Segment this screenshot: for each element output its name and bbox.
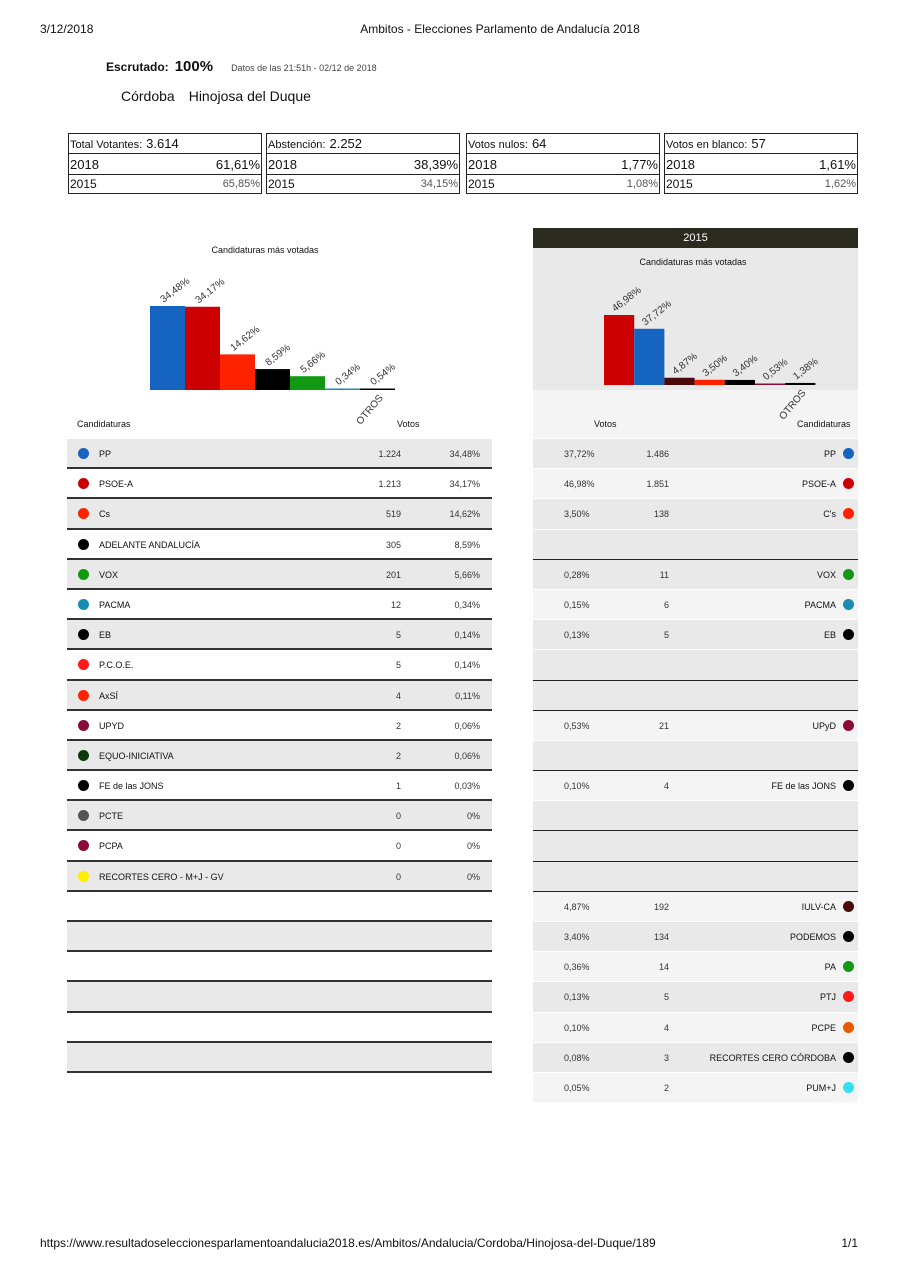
party-dot-icon <box>78 599 89 610</box>
party-pct: 37,72% <box>564 449 595 459</box>
party-dot-icon <box>843 478 854 489</box>
party-dot-icon <box>78 659 89 670</box>
party-votes: 21 <box>658 720 669 731</box>
table-row <box>67 1043 492 1073</box>
print-page-number: 1/1 <box>841 1236 858 1250</box>
table-row <box>533 590 858 620</box>
party-pct: 0,13% <box>564 992 590 1003</box>
chart-data-label: 1,38% <box>791 356 821 383</box>
party-pct: 0,05% <box>564 1082 590 1093</box>
stat-value: 64 <box>531 136 547 151</box>
chart-data-label: 34,48% <box>158 275 193 306</box>
table-row <box>67 650 492 680</box>
party-votes: 305 <box>385 539 401 550</box>
party-dot-icon <box>843 901 854 912</box>
table-row <box>67 952 492 982</box>
party-pct: 0,53% <box>564 720 590 731</box>
party-dot-icon <box>78 750 89 761</box>
stat-label: Votos nulos: <box>468 139 528 151</box>
party-name: C's <box>823 509 836 520</box>
party-votes: 6 <box>663 599 669 610</box>
table-row <box>67 560 492 590</box>
table-row <box>67 439 492 469</box>
party-pct: 34,48% <box>449 449 480 459</box>
party-name: IULV-CA <box>801 901 836 912</box>
left-header-candidaturas: Candidaturas <box>77 419 131 429</box>
stat-pct-2018: 1,77% <box>621 156 658 172</box>
province-name: Córdoba <box>121 88 175 104</box>
table-row <box>67 1013 492 1043</box>
party-dot-icon <box>843 1082 854 1093</box>
party-votes: 11 <box>659 569 669 580</box>
chart-data-label: 0,34% <box>333 361 363 388</box>
chart-bar <box>695 380 725 385</box>
party-name: FE de las JONS <box>99 781 164 792</box>
table-row <box>67 620 492 650</box>
chart-tick-label: OTROS <box>777 387 809 423</box>
table-row <box>67 801 492 831</box>
stat-pct-2018: 61,61% <box>215 156 260 172</box>
table-row <box>533 801 858 831</box>
table-row <box>67 711 492 741</box>
party-dot-icon <box>78 780 89 791</box>
stat-year: 2018 <box>268 156 297 172</box>
party-dot-icon <box>843 448 854 459</box>
party-dot-icon <box>843 1022 854 1033</box>
party-votes: 1.851 <box>646 479 669 490</box>
party-pct: 0,03% <box>454 781 480 792</box>
table-row <box>533 439 858 469</box>
chart-bar <box>755 384 785 386</box>
party-name: PUM+J <box>806 1082 836 1093</box>
table-row <box>67 590 492 620</box>
table-row <box>533 560 858 590</box>
party-votes: 1.486 <box>646 449 669 459</box>
party-dot-icon <box>843 780 854 791</box>
party-name: PCPE <box>811 1022 836 1033</box>
party-name: PSOE-A <box>801 479 836 490</box>
party-pct: 3,40% <box>564 932 590 942</box>
party-name: ADELANTE ANDALUCÍA <box>99 539 201 550</box>
party-votes: 5 <box>663 630 669 641</box>
party-name: PCTE <box>99 811 124 822</box>
table-row <box>533 741 858 771</box>
chart-bar <box>664 378 694 385</box>
chart-bar <box>604 315 634 385</box>
print-date: 3/12/2018 <box>40 22 94 36</box>
escrutado-value: 100% <box>174 58 214 75</box>
chart-bar <box>634 329 664 385</box>
stat-value: 3.614 <box>146 136 179 151</box>
table-row <box>533 892 858 922</box>
table-row <box>533 681 858 711</box>
stat-pct-2015: 34,15% <box>420 178 458 190</box>
party-pct: 0% <box>466 811 480 822</box>
party-pct: 0,34% <box>454 599 480 610</box>
party-votes: 4 <box>663 1022 669 1033</box>
party-name: FE de las JONS <box>771 781 836 792</box>
stat-year: 2015 <box>70 177 97 191</box>
party-name: EB <box>99 630 112 641</box>
table-row <box>67 892 492 922</box>
chart-data-label: 14,62% <box>228 324 263 354</box>
party-votes: 5 <box>395 630 401 641</box>
party-votes: 0 <box>395 811 401 822</box>
party-votes: 2 <box>663 1082 669 1093</box>
party-name: PODEMOS <box>789 932 836 942</box>
party-votes: 1.213 <box>378 479 401 490</box>
results-table-2018 <box>67 439 492 1073</box>
table-row <box>533 650 858 680</box>
table-row <box>67 771 492 801</box>
party-name: PTJ <box>819 992 836 1003</box>
results-table-2015 <box>533 439 858 1103</box>
stat-label: Abstención: <box>268 139 326 151</box>
stat-year: 2018 <box>468 156 497 172</box>
party-pct: 0,13% <box>564 630 590 641</box>
party-name: VOX <box>99 569 119 580</box>
party-pct: 4,87% <box>564 901 590 912</box>
party-pct: 0,36% <box>564 962 590 973</box>
party-name: EB <box>823 630 836 641</box>
party-dot-icon <box>843 508 854 519</box>
chart-data-label: 0,54% <box>368 361 398 388</box>
party-name: PACMA <box>99 599 131 610</box>
party-name: EQUO-INICIATIVA <box>99 750 174 761</box>
table-row <box>533 469 858 499</box>
party-pct: 0,10% <box>564 781 590 792</box>
table-row <box>533 831 858 861</box>
chart-tick-label: OTROS <box>354 392 386 428</box>
stat-pct-2015: 1,62% <box>824 178 856 190</box>
party-name: VOX <box>816 569 836 580</box>
party-votes: 201 <box>385 569 401 580</box>
party-pct: 0,10% <box>564 1022 590 1033</box>
table-row <box>533 1073 858 1103</box>
party-dot-icon <box>78 539 89 550</box>
party-pct: 0,08% <box>564 1052 590 1063</box>
table-row <box>67 469 492 499</box>
table-row <box>67 982 492 1012</box>
party-votes: 519 <box>385 509 401 520</box>
chart-data-label: 34,17% <box>193 276 228 307</box>
party-votes: 0 <box>395 871 401 882</box>
party-dot-icon <box>843 961 854 972</box>
party-votes: 134 <box>653 932 669 942</box>
party-dot-icon <box>843 720 854 731</box>
party-pct: 0,11% <box>455 690 480 701</box>
stat-pct-2018: 1,61% <box>819 156 856 172</box>
chart-data-label: 4,87% <box>670 350 700 378</box>
party-name: UPYD <box>99 720 125 731</box>
chart-data-label: 3,40% <box>730 353 761 380</box>
party-pct: 8,59% <box>454 539 480 550</box>
party-name: AxSÍ <box>99 690 119 701</box>
party-pct: 0,28% <box>564 569 590 580</box>
stat-year: 2015 <box>666 177 693 191</box>
table-row <box>67 922 492 952</box>
party-pct: 0,06% <box>454 720 480 731</box>
chart-bar <box>785 383 815 385</box>
chart-2015-title: Candidaturas más votadas <box>639 257 747 267</box>
party-votes: 3 <box>663 1052 669 1063</box>
party-name: RECORTES CERO CÓRDOBA <box>709 1052 836 1063</box>
party-dot-icon <box>78 569 89 580</box>
party-dot-icon <box>843 1052 854 1063</box>
party-pct: 0,06% <box>454 750 480 761</box>
party-pct: 0,14% <box>454 660 480 671</box>
party-name: Cs <box>99 509 110 520</box>
party-name: P.C.O.E. <box>99 660 134 671</box>
table-row <box>533 862 858 892</box>
right-header-votos: Votos <box>594 419 617 429</box>
party-dot-icon <box>78 840 89 851</box>
table-row <box>67 499 492 529</box>
chart-data-label: 46,98% <box>610 284 644 315</box>
party-name: RECORTES CERO - M+J - GV <box>99 871 224 882</box>
party-name: PP <box>99 449 112 459</box>
stat-year: 2015 <box>268 177 295 191</box>
party-dot-icon <box>78 690 89 701</box>
stat-year: 2015 <box>468 177 495 191</box>
party-name: PP <box>823 449 836 459</box>
party-dot-icon <box>78 871 89 882</box>
panel-2015-header: 2015 <box>533 228 858 248</box>
municipality-name: Hinojosa del Duque <box>188 88 311 104</box>
party-votes: 1.224 <box>378 449 401 459</box>
party-votes: 2 <box>395 720 401 731</box>
party-pct: 0,14% <box>454 630 480 641</box>
party-dot-icon <box>78 720 89 731</box>
party-votes: 0 <box>395 841 401 852</box>
party-name: PSOE-A <box>99 479 134 490</box>
chart-data-label: 37,72% <box>640 298 674 329</box>
stat-year: 2018 <box>666 156 695 172</box>
party-pct: 0% <box>466 841 480 852</box>
party-dot-icon <box>78 478 89 489</box>
party-pct: 5,66% <box>454 569 480 580</box>
chart-2015 <box>0 0 900 440</box>
right-header-candidaturas: Candidaturas <box>797 419 851 429</box>
table-row <box>533 499 858 529</box>
chart-data-label: 8,59% <box>263 342 293 369</box>
table-row <box>533 1043 858 1073</box>
stat-value: 57 <box>751 136 766 151</box>
chart-bar <box>725 380 755 385</box>
stat-pct-2015: 1,08% <box>626 178 658 190</box>
chart-data-label: 0,53% <box>761 356 791 383</box>
table-row <box>67 741 492 771</box>
party-dot-icon <box>78 508 89 519</box>
table-row <box>533 771 858 801</box>
party-votes: 192 <box>653 901 669 912</box>
print-title: Ambitos - Elecciones Parlamento de Andalucía 2018 <box>360 22 640 36</box>
table-row <box>67 530 492 560</box>
party-dot-icon <box>843 991 854 1002</box>
table-row <box>67 681 492 711</box>
table-row <box>533 711 858 741</box>
escrutado-label: Escrutado: <box>106 60 169 74</box>
party-votes: 4 <box>663 781 669 792</box>
party-votes: 14 <box>658 962 669 973</box>
party-votes: 4 <box>395 690 401 701</box>
party-name: PA <box>824 962 836 973</box>
party-dot-icon <box>843 629 854 640</box>
table-row <box>67 862 492 892</box>
stat-year: 2018 <box>70 156 99 172</box>
table-row <box>533 982 858 1012</box>
party-name: PCPA <box>99 841 123 852</box>
stat-pct-2018: 38,39% <box>413 156 458 172</box>
party-pct: 14,62% <box>449 509 480 520</box>
party-pct: 0% <box>466 871 480 882</box>
party-votes: 5 <box>663 992 669 1003</box>
party-votes: 1 <box>395 781 401 792</box>
table-row <box>533 1013 858 1043</box>
chart-data-label: 5,66% <box>298 349 328 376</box>
print-url: https://www.resultadoseleccionesparlamentoandalucia2018.es/Ambitos/Andalucia/Cordoba/Hinojosa-del-Duque/189 <box>40 1236 656 1250</box>
party-dot-icon <box>78 629 89 640</box>
update-time: Datos de las 21:51h - 02/12 de 2018 <box>231 63 377 73</box>
stat-label: Total Votantes: <box>70 139 143 151</box>
party-votes: 2 <box>395 750 401 761</box>
party-pct: 0,15% <box>564 599 590 610</box>
party-votes: 12 <box>390 599 401 610</box>
party-name: UPyD <box>812 720 836 731</box>
table-row <box>533 922 858 952</box>
table-row <box>533 620 858 650</box>
table-row <box>533 952 858 982</box>
table-row <box>67 831 492 861</box>
party-dot-icon <box>843 569 854 580</box>
table-row <box>533 530 858 560</box>
chart-data-label: 3,50% <box>700 353 730 380</box>
party-dot-icon <box>843 599 854 610</box>
party-votes: 5 <box>395 660 401 671</box>
party-votes: 138 <box>653 509 669 520</box>
party-dot-icon <box>78 448 89 459</box>
left-header-votos: Votos <box>397 419 420 429</box>
chart-2018-title: Candidaturas más votadas <box>211 245 319 255</box>
stat-label: Votos en blanco: <box>666 139 748 151</box>
party-pct: 34,17% <box>449 479 480 490</box>
party-pct: 3,50% <box>564 509 590 520</box>
party-dot-icon <box>78 810 89 821</box>
stat-value: 2.252 <box>329 136 363 151</box>
party-pct: 46,98% <box>564 479 595 490</box>
party-name: PACMA <box>804 599 836 610</box>
stat-pct-2015: 65,85% <box>222 178 260 190</box>
party-dot-icon <box>843 931 854 942</box>
